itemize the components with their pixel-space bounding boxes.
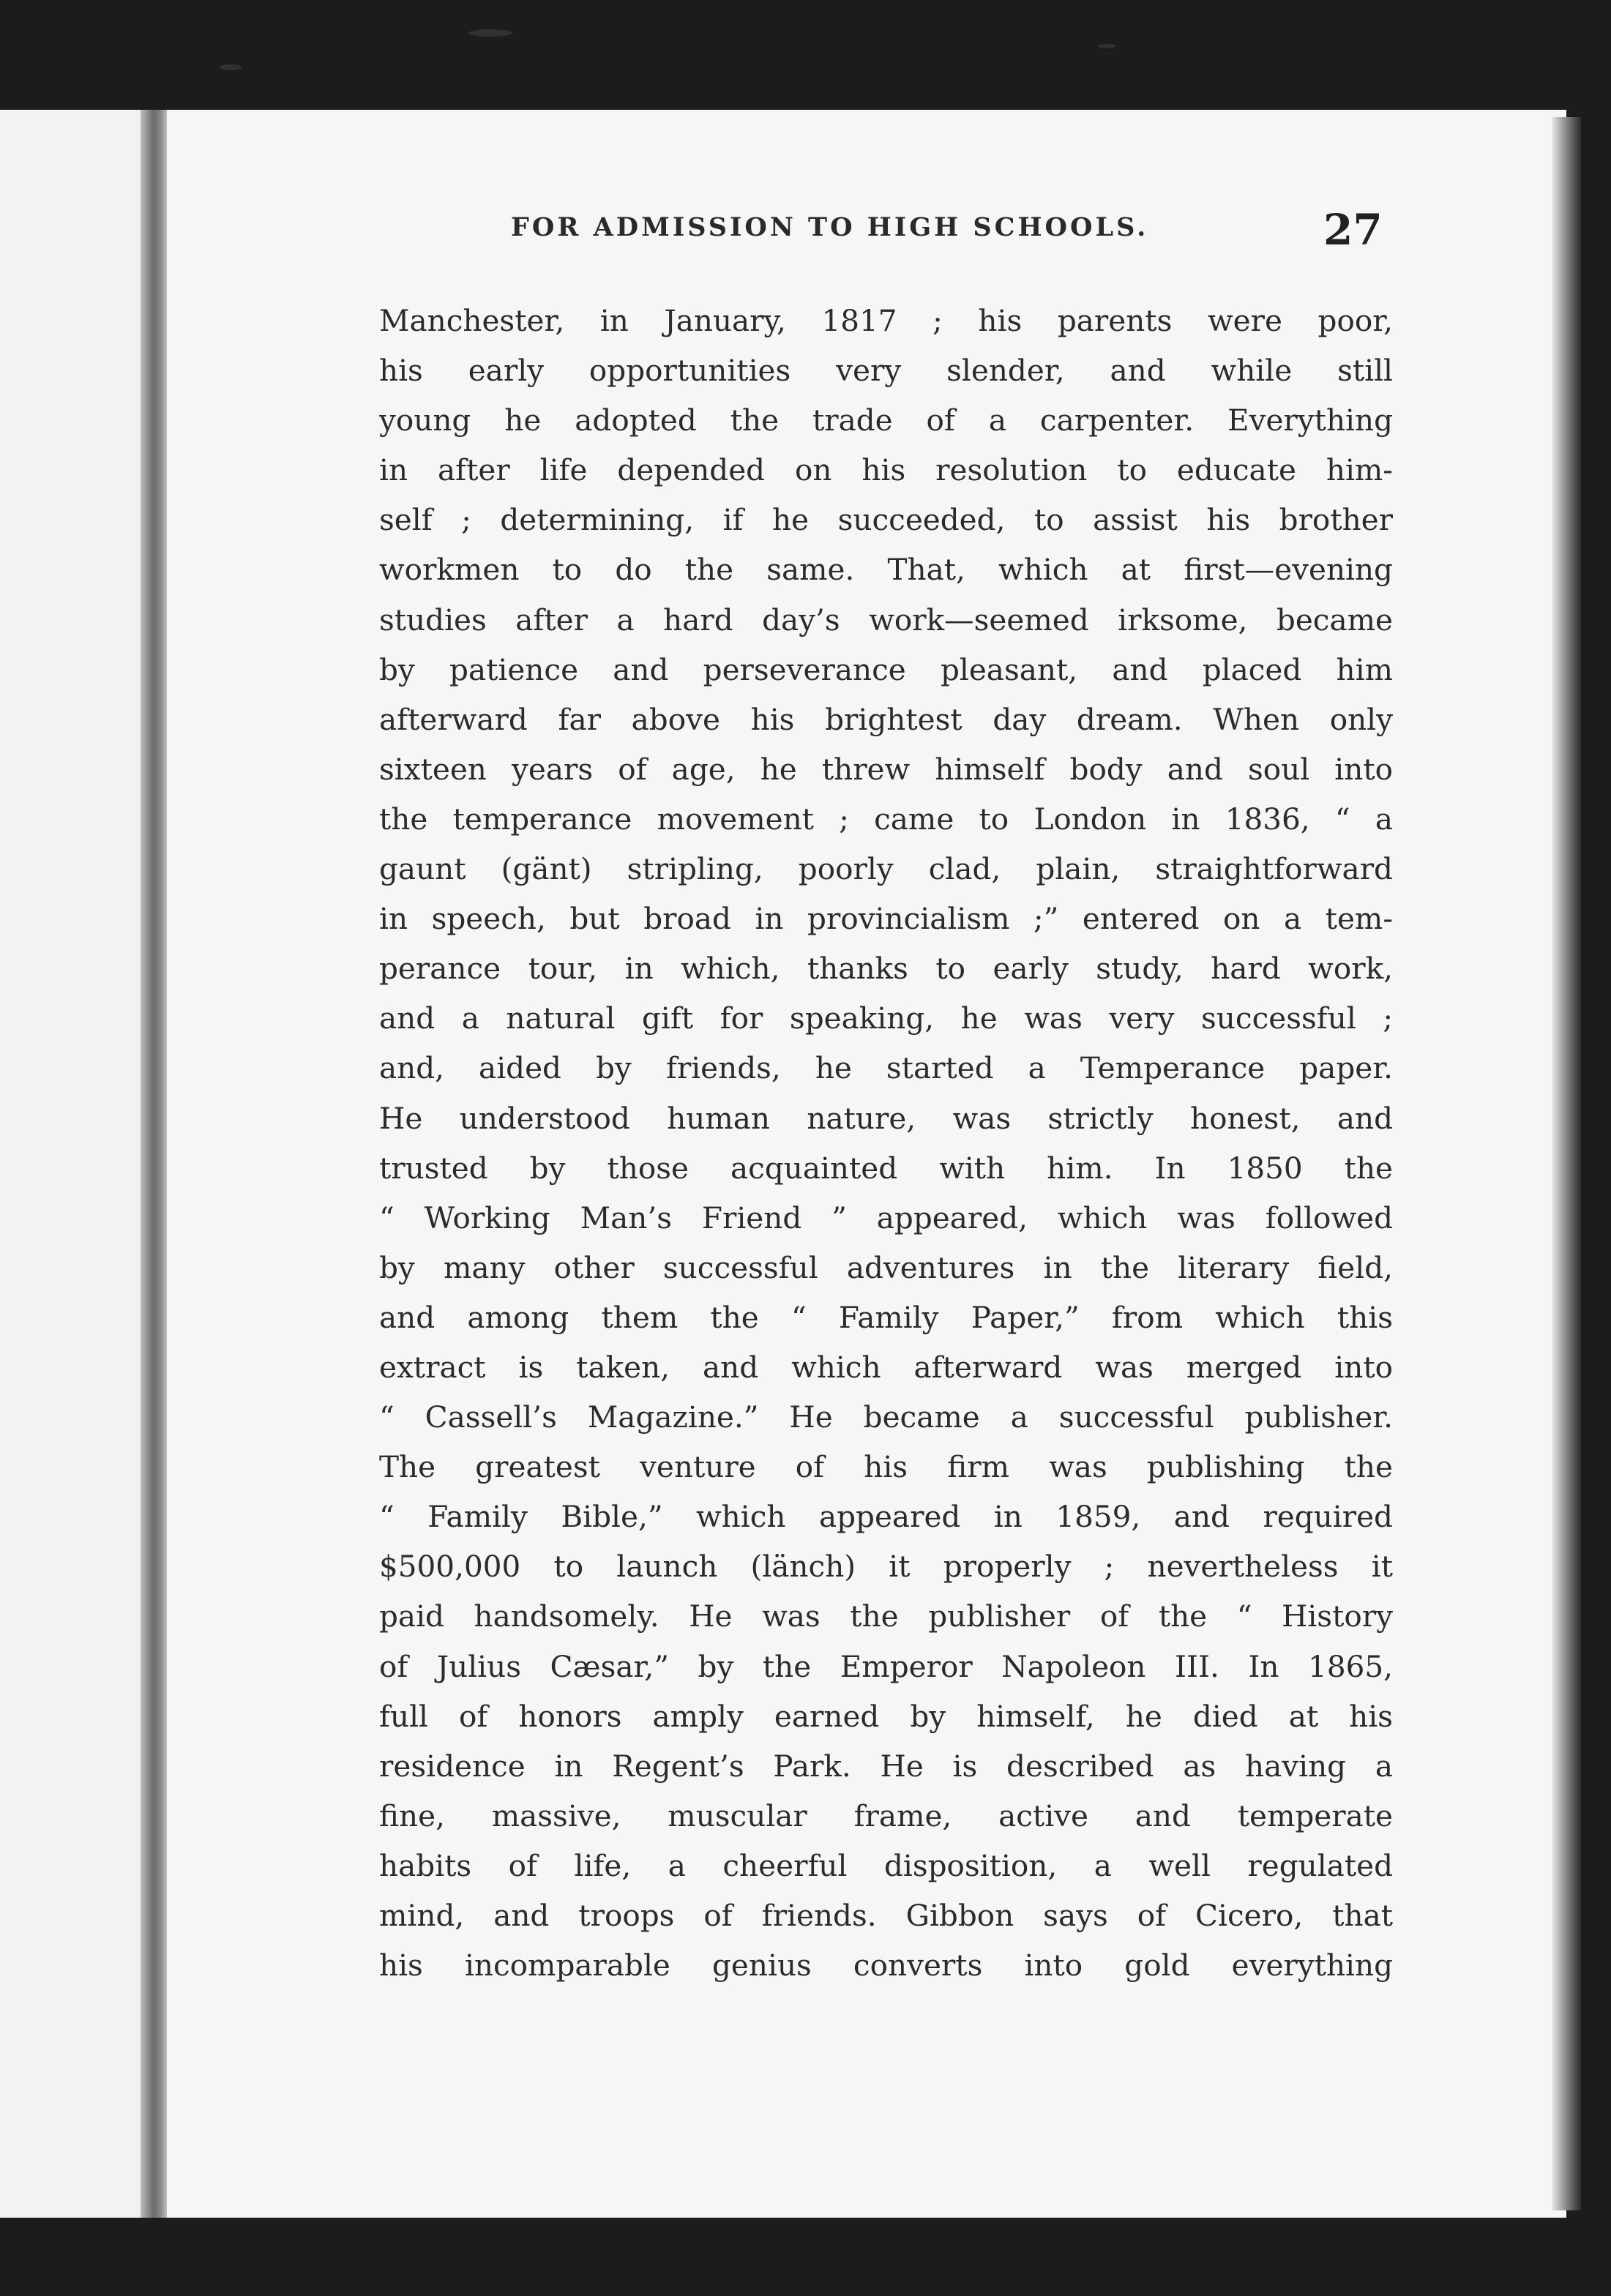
text-line: full of honors amply earned by himself, he died at his bbox=[379, 1698, 1393, 1734]
running-head: FOR ADMISSION TO HIGH SCHOOLS. bbox=[511, 212, 1149, 242]
text-line: in after life depended on his resolution to educate him- bbox=[379, 452, 1393, 488]
text-line: Manchester, in January, 1817 ; his parents were poor, bbox=[379, 303, 1393, 338]
text-line: by patience and perseverance pleasant, and placed him bbox=[379, 651, 1393, 687]
text-line: afterward far above his brightest day dream. When only bbox=[379, 701, 1393, 737]
text-line: his early opportunities very slender, and while still bbox=[379, 353, 1393, 389]
text-line: mind, and troops of friends. Gibbon says of Cicero, that bbox=[379, 1898, 1393, 1933]
text-line: his incomparable genius converts into gold everything bbox=[379, 1948, 1393, 1983]
text-line: trusted by those acquainted with him. In 1850 the bbox=[379, 1150, 1393, 1186]
text-line: self ; determining, if he succeeded, to assist his brother bbox=[379, 502, 1393, 538]
text-line: “ Working Man’s Friend ” appeared, which was followed bbox=[379, 1200, 1393, 1235]
text-line: “ Family Bible,” which appeared in 1859, and required bbox=[379, 1499, 1393, 1535]
text-line: in speech, but broad in provincialism ;” entered on a tem- bbox=[379, 901, 1393, 937]
text-line: perance tour, in which, thanks to early study, hard work, bbox=[379, 951, 1393, 987]
text-line: and, aided by friends, he started a Temperance paper. bbox=[379, 1050, 1393, 1086]
text-line: $500,000 to launch (länch) it properly ; nevertheless it bbox=[379, 1549, 1393, 1585]
text-line: The greatest venture of his firm was publishing the bbox=[379, 1449, 1393, 1485]
text-line: by many other successful adventures in the literary field, bbox=[379, 1249, 1393, 1285]
book-gutter bbox=[141, 110, 170, 2218]
text-line: of Julius Cæsar,” by the Emperor Napoleon III. In 1865, bbox=[379, 1648, 1393, 1684]
text-line: gaunt (gänt) stripling, poorly clad, plain, straightforward bbox=[379, 851, 1393, 887]
ink-speck bbox=[220, 64, 242, 70]
text-line: extract is taken, and which afterward was merged into bbox=[379, 1349, 1393, 1385]
page-edge-shadow bbox=[1552, 117, 1581, 2210]
text-line: fine, massive, muscular frame, active and temperate bbox=[379, 1798, 1393, 1833]
text-line: “ Cassell’s Magazine.” He became a successful publisher. bbox=[379, 1399, 1393, 1435]
page-number: 27 bbox=[1323, 205, 1383, 255]
body-text bbox=[379, 296, 1393, 1990]
text-line: sixteen years of age, he threw himself body and soul into bbox=[379, 751, 1393, 787]
facing-page-edge bbox=[0, 110, 150, 2218]
text-line: and a natural gift for speaking, he was very successful ; bbox=[379, 1001, 1393, 1036]
text-line: paid handsomely. He was the publisher of the “ History bbox=[379, 1598, 1393, 1634]
text-line: young he adopted the trade of a carpenter. Everything bbox=[379, 403, 1393, 438]
text-line: residence in Regent’s Park. He is described as having a bbox=[379, 1748, 1393, 1784]
ink-speck bbox=[468, 29, 512, 37]
text-line: studies after a hard day’s work—seemed irksome, became bbox=[379, 602, 1393, 637]
text-line: and among them the “ Family Paper,” from which this bbox=[379, 1299, 1393, 1335]
text-line: workmen to do the same. That, which at first—evening bbox=[379, 552, 1393, 588]
text-line: He understood human nature, was strictly honest, and bbox=[379, 1100, 1393, 1136]
ink-speck bbox=[1098, 44, 1115, 48]
text-line: the temperance movement ; came to London in 1836, “ a bbox=[379, 801, 1393, 837]
text-line: habits of life, a cheerful disposition, a well regulated bbox=[379, 1847, 1393, 1883]
